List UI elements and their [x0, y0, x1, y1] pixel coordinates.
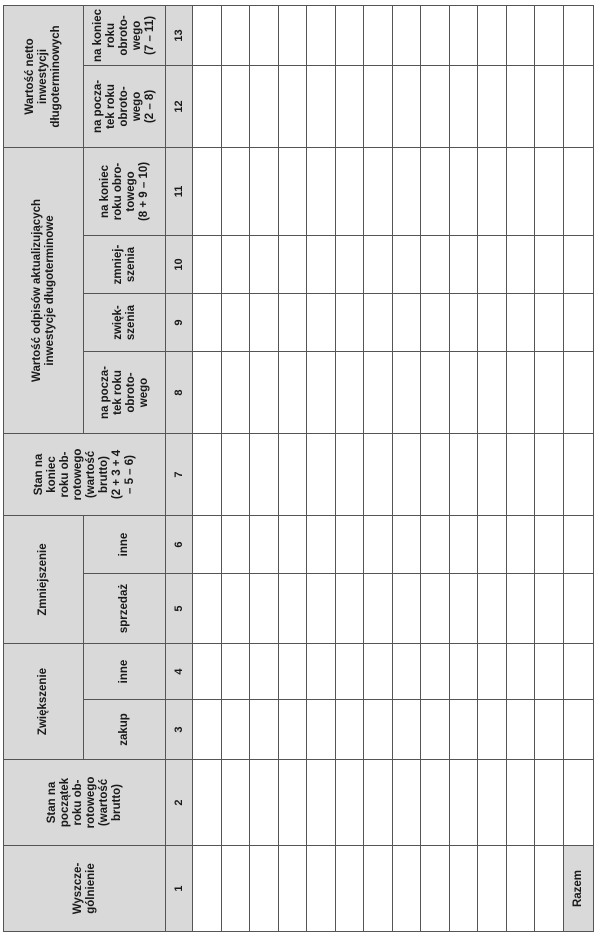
table-cell[interactable] — [278, 65, 307, 147]
col-number: 12 — [166, 65, 193, 147]
table-cell[interactable] — [421, 434, 450, 516]
col-number: 5 — [166, 574, 193, 644]
footer-cell[interactable] — [563, 574, 593, 644]
header-odpisy-zmniejszenia: zmniej- szenia — [84, 236, 166, 294]
table-cell[interactable] — [392, 846, 421, 932]
table-cell[interactable] — [506, 65, 535, 147]
table-cell[interactable] — [193, 760, 222, 846]
column-number-row — [166, 5, 193, 931]
table-cell[interactable] — [307, 700, 336, 760]
table-cell[interactable] — [421, 5, 450, 65]
table-cell[interactable] — [193, 294, 222, 352]
table-cell[interactable] — [335, 574, 364, 644]
col-number: 9 — [166, 294, 193, 352]
header-inne-zwiekszenie: inne — [84, 644, 166, 700]
table-cell[interactable] — [392, 65, 421, 147]
table-cell[interactable] — [193, 65, 222, 147]
table-cell[interactable] — [364, 434, 393, 516]
header-stan-poczatek: Stan na początek roku ob- rotowego (wartość brutto) — [4, 760, 166, 846]
header-zwiekszenie: Zwiększenie — [4, 644, 84, 760]
footer-cell[interactable] — [563, 294, 593, 352]
long-term-investments-table — [3, 5, 594, 932]
table-row — [250, 5, 279, 931]
table-cell[interactable] — [392, 294, 421, 352]
table-cell[interactable] — [307, 574, 336, 644]
table-cell[interactable] — [449, 644, 478, 700]
table-row — [421, 5, 450, 931]
table-row — [335, 5, 364, 931]
header-netto-poczatek: na pocza- tek roku obroto- wego (2 – 8) — [84, 65, 166, 147]
header-odpisy-zwiekszenia: zwięk- szenia — [84, 294, 166, 352]
table-cell[interactable] — [335, 294, 364, 352]
table-cell[interactable] — [506, 236, 535, 294]
table-cell[interactable] — [193, 236, 222, 294]
header-zmniejszenie: Zmniejszenie — [4, 516, 84, 644]
header-odpisy-poczatek: na pocza- tek roku obroto- wego — [84, 352, 166, 434]
table-cell[interactable] — [364, 760, 393, 846]
header-inne-zmniejszenie: inne — [84, 516, 166, 574]
table-cell[interactable] — [250, 352, 279, 434]
table-cell[interactable] — [335, 5, 364, 65]
table-cell[interactable] — [307, 846, 336, 932]
table-cell[interactable] — [364, 5, 393, 65]
table-cell[interactable] — [335, 846, 364, 932]
footer-cell[interactable] — [563, 352, 593, 434]
table-cell[interactable] — [335, 644, 364, 700]
table-cell[interactable] — [392, 5, 421, 65]
header-odpisy-koniec: na koniec roku obro- towego (8 + 9 – 10) — [84, 147, 166, 235]
table-cell[interactable] — [193, 700, 222, 760]
table-cell[interactable] — [221, 644, 250, 700]
table-cell[interactable] — [392, 760, 421, 846]
table-cell[interactable] — [250, 294, 279, 352]
header-wyszczegolnienie: Wyszcze- gólnienie — [4, 846, 166, 932]
table-cell[interactable] — [478, 574, 507, 644]
table-cell[interactable] — [506, 516, 535, 574]
table-cell[interactable] — [449, 846, 478, 932]
table-cell[interactable] — [278, 574, 307, 644]
table-cell[interactable] — [449, 65, 478, 147]
table-cell[interactable] — [364, 294, 393, 352]
table-cell[interactable] — [449, 352, 478, 434]
table-cell[interactable] — [335, 760, 364, 846]
table-cell[interactable] — [250, 65, 279, 147]
table-cell[interactable] — [535, 352, 564, 434]
header-netto: Wartość netto inwestycji długoterminowych — [4, 5, 84, 147]
table-cell[interactable] — [335, 65, 364, 147]
table-cell[interactable] — [221, 574, 250, 644]
table-cell[interactable] — [193, 5, 222, 65]
table-cell[interactable] — [449, 147, 478, 235]
table-cell[interactable] — [478, 516, 507, 574]
table-cell[interactable] — [506, 574, 535, 644]
table-cell[interactable] — [335, 434, 364, 516]
table-cell[interactable] — [221, 65, 250, 147]
table-cell[interactable] — [392, 352, 421, 434]
razem-label: Razem — [563, 846, 593, 932]
table-cell[interactable] — [506, 846, 535, 932]
table-cell[interactable] — [278, 644, 307, 700]
table-cell[interactable] — [250, 644, 279, 700]
table-cell[interactable] — [364, 147, 393, 235]
table-cell[interactable] — [478, 434, 507, 516]
table-cell[interactable] — [535, 700, 564, 760]
table-cell[interactable] — [193, 846, 222, 932]
table-cell[interactable] — [535, 65, 564, 147]
table-cell[interactable] — [478, 846, 507, 932]
table-cell[interactable] — [193, 352, 222, 434]
col-number: 13 — [166, 5, 193, 65]
table-cell[interactable] — [278, 352, 307, 434]
table-cell[interactable] — [250, 434, 279, 516]
table-cell[interactable] — [250, 5, 279, 65]
table-cell[interactable] — [307, 65, 336, 147]
table-cell[interactable] — [278, 5, 307, 65]
header-zakup: zakup — [84, 700, 166, 760]
table-cell[interactable] — [478, 352, 507, 434]
table-cell[interactable] — [364, 516, 393, 574]
table-cell[interactable] — [193, 434, 222, 516]
table-cell[interactable] — [335, 236, 364, 294]
table-cell[interactable] — [421, 700, 450, 760]
table-cell[interactable] — [449, 516, 478, 574]
table-cell[interactable] — [506, 700, 535, 760]
footer-row — [563, 5, 593, 931]
table-row — [392, 5, 421, 931]
table-cell[interactable] — [278, 846, 307, 932]
col-number: 2 — [166, 760, 193, 846]
table-cell[interactable] — [506, 147, 535, 235]
table-cell[interactable] — [278, 434, 307, 516]
table-cell[interactable] — [364, 574, 393, 644]
table-cell[interactable] — [449, 434, 478, 516]
table-cell[interactable] — [364, 700, 393, 760]
table-cell[interactable] — [307, 352, 336, 434]
table-cell[interactable] — [392, 644, 421, 700]
table-cell[interactable] — [221, 434, 250, 516]
table-cell[interactable] — [250, 760, 279, 846]
table-cell[interactable] — [278, 760, 307, 846]
table-row — [278, 5, 307, 931]
table-cell[interactable] — [364, 236, 393, 294]
table-cell[interactable] — [535, 434, 564, 516]
table-cell[interactable] — [221, 516, 250, 574]
table-cell[interactable] — [478, 760, 507, 846]
table-cell[interactable] — [250, 846, 279, 932]
footer-cell[interactable] — [563, 434, 593, 516]
table-cell[interactable] — [506, 644, 535, 700]
table-cell[interactable] — [478, 644, 507, 700]
col-number: 6 — [166, 516, 193, 574]
table-cell[interactable] — [193, 516, 222, 574]
table-cell[interactable] — [221, 352, 250, 434]
table-cell[interactable] — [535, 147, 564, 235]
table-cell[interactable] — [221, 760, 250, 846]
table-cell[interactable] — [535, 294, 564, 352]
table-cell[interactable] — [307, 294, 336, 352]
table-cell[interactable] — [250, 574, 279, 644]
footer-cell[interactable] — [563, 644, 593, 700]
table-cell[interactable] — [278, 147, 307, 235]
table-cell[interactable] — [421, 236, 450, 294]
table-cell[interactable] — [307, 434, 336, 516]
table-row — [449, 5, 478, 931]
table-cell[interactable] — [193, 574, 222, 644]
table-cell[interactable] — [392, 516, 421, 574]
table-cell[interactable] — [449, 700, 478, 760]
footer-cell[interactable] — [563, 147, 593, 235]
table-cell[interactable] — [364, 644, 393, 700]
table-cell[interactable] — [506, 5, 535, 65]
table-cell[interactable] — [535, 644, 564, 700]
table-cell[interactable] — [250, 236, 279, 294]
table-cell[interactable] — [506, 434, 535, 516]
col-number: 10 — [166, 236, 193, 294]
table-cell[interactable] — [278, 294, 307, 352]
table-cell[interactable] — [478, 700, 507, 760]
table-cell[interactable] — [392, 236, 421, 294]
table-cell[interactable] — [392, 574, 421, 644]
table-cell[interactable] — [335, 352, 364, 434]
footer-cell[interactable] — [563, 700, 593, 760]
table-cell[interactable] — [506, 352, 535, 434]
table-cell[interactable] — [421, 352, 450, 434]
table-cell[interactable] — [478, 147, 507, 235]
table-cell[interactable] — [278, 516, 307, 574]
table-cell[interactable] — [506, 760, 535, 846]
table-cell[interactable] — [221, 236, 250, 294]
col-number: 7 — [166, 434, 193, 516]
table-cell[interactable] — [335, 147, 364, 235]
table-cell[interactable] — [421, 574, 450, 644]
footer-cell[interactable] — [563, 516, 593, 574]
table-cell[interactable] — [307, 760, 336, 846]
table-cell[interactable] — [421, 760, 450, 846]
header-stan-koniec: Stan na koniec roku ob- rotowego (wartość brutto) (2 + 3 + 4 – 5 – 6) — [4, 434, 166, 516]
table-cell[interactable] — [221, 846, 250, 932]
table-row — [364, 5, 393, 931]
table-cell[interactable] — [307, 147, 336, 235]
col-number: 1 — [166, 846, 193, 932]
table-cell[interactable] — [478, 65, 507, 147]
table-cell[interactable] — [421, 147, 450, 235]
table-cell[interactable] — [535, 574, 564, 644]
table-cell[interactable] — [364, 352, 393, 434]
footer-cell[interactable] — [563, 236, 593, 294]
table-cell[interactable] — [335, 700, 364, 760]
table-row — [506, 5, 535, 931]
table-row — [193, 5, 222, 931]
table-cell[interactable] — [421, 644, 450, 700]
table-cell[interactable] — [535, 846, 564, 932]
table-cell[interactable] — [392, 147, 421, 235]
table-cell[interactable] — [478, 5, 507, 65]
col-number: 11 — [166, 147, 193, 235]
table-cell[interactable] — [421, 516, 450, 574]
col-number: 3 — [166, 700, 193, 760]
table-cell[interactable] — [535, 760, 564, 846]
table-cell[interactable] — [421, 65, 450, 147]
table-cell[interactable] — [250, 516, 279, 574]
table-cell[interactable] — [335, 516, 364, 574]
table-row — [307, 5, 336, 931]
header-sprzedaz: sprzedaż — [84, 574, 166, 644]
table-cell[interactable] — [449, 236, 478, 294]
table-cell[interactable] — [535, 236, 564, 294]
table-cell[interactable] — [307, 516, 336, 574]
table-cell[interactable] — [421, 294, 450, 352]
table-cell[interactable] — [392, 700, 421, 760]
footer-cell[interactable] — [563, 65, 593, 147]
table-cell[interactable] — [221, 700, 250, 760]
table-cell[interactable] — [449, 294, 478, 352]
table-cell[interactable] — [392, 434, 421, 516]
col-number: 8 — [166, 352, 193, 434]
table-row — [221, 5, 250, 931]
table-cell[interactable] — [478, 294, 507, 352]
table-cell[interactable] — [449, 5, 478, 65]
table-cell[interactable] — [421, 846, 450, 932]
table-cell[interactable] — [278, 236, 307, 294]
table-cell[interactable] — [221, 5, 250, 65]
table-cell[interactable] — [506, 294, 535, 352]
col-number: 4 — [166, 644, 193, 700]
table-cell[interactable] — [307, 644, 336, 700]
table-cell[interactable] — [221, 147, 250, 235]
table-cell[interactable] — [278, 700, 307, 760]
table-row — [478, 5, 507, 931]
table-cell[interactable] — [478, 236, 507, 294]
table-cell[interactable] — [193, 644, 222, 700]
header-odpisy: Wartość odpisów aktualizujących inwestycje długoterminowe — [4, 147, 84, 433]
table-cell[interactable] — [221, 294, 250, 352]
table-cell[interactable] — [250, 700, 279, 760]
table-cell[interactable] — [193, 147, 222, 235]
table-cell[interactable] — [535, 5, 564, 65]
table-cell[interactable] — [307, 5, 336, 65]
table-cell[interactable] — [364, 65, 393, 147]
table-cell[interactable] — [449, 760, 478, 846]
footer-cell[interactable] — [563, 760, 593, 846]
table-cell[interactable] — [307, 236, 336, 294]
footer-cell[interactable] — [563, 5, 593, 65]
table-cell[interactable] — [449, 574, 478, 644]
table-cell[interactable] — [364, 846, 393, 932]
table-row — [535, 5, 564, 931]
header-netto-koniec: na koniec roku obroto- wego (7 – 11) — [84, 5, 166, 65]
table-cell[interactable] — [535, 516, 564, 574]
table-cell[interactable] — [250, 147, 279, 235]
